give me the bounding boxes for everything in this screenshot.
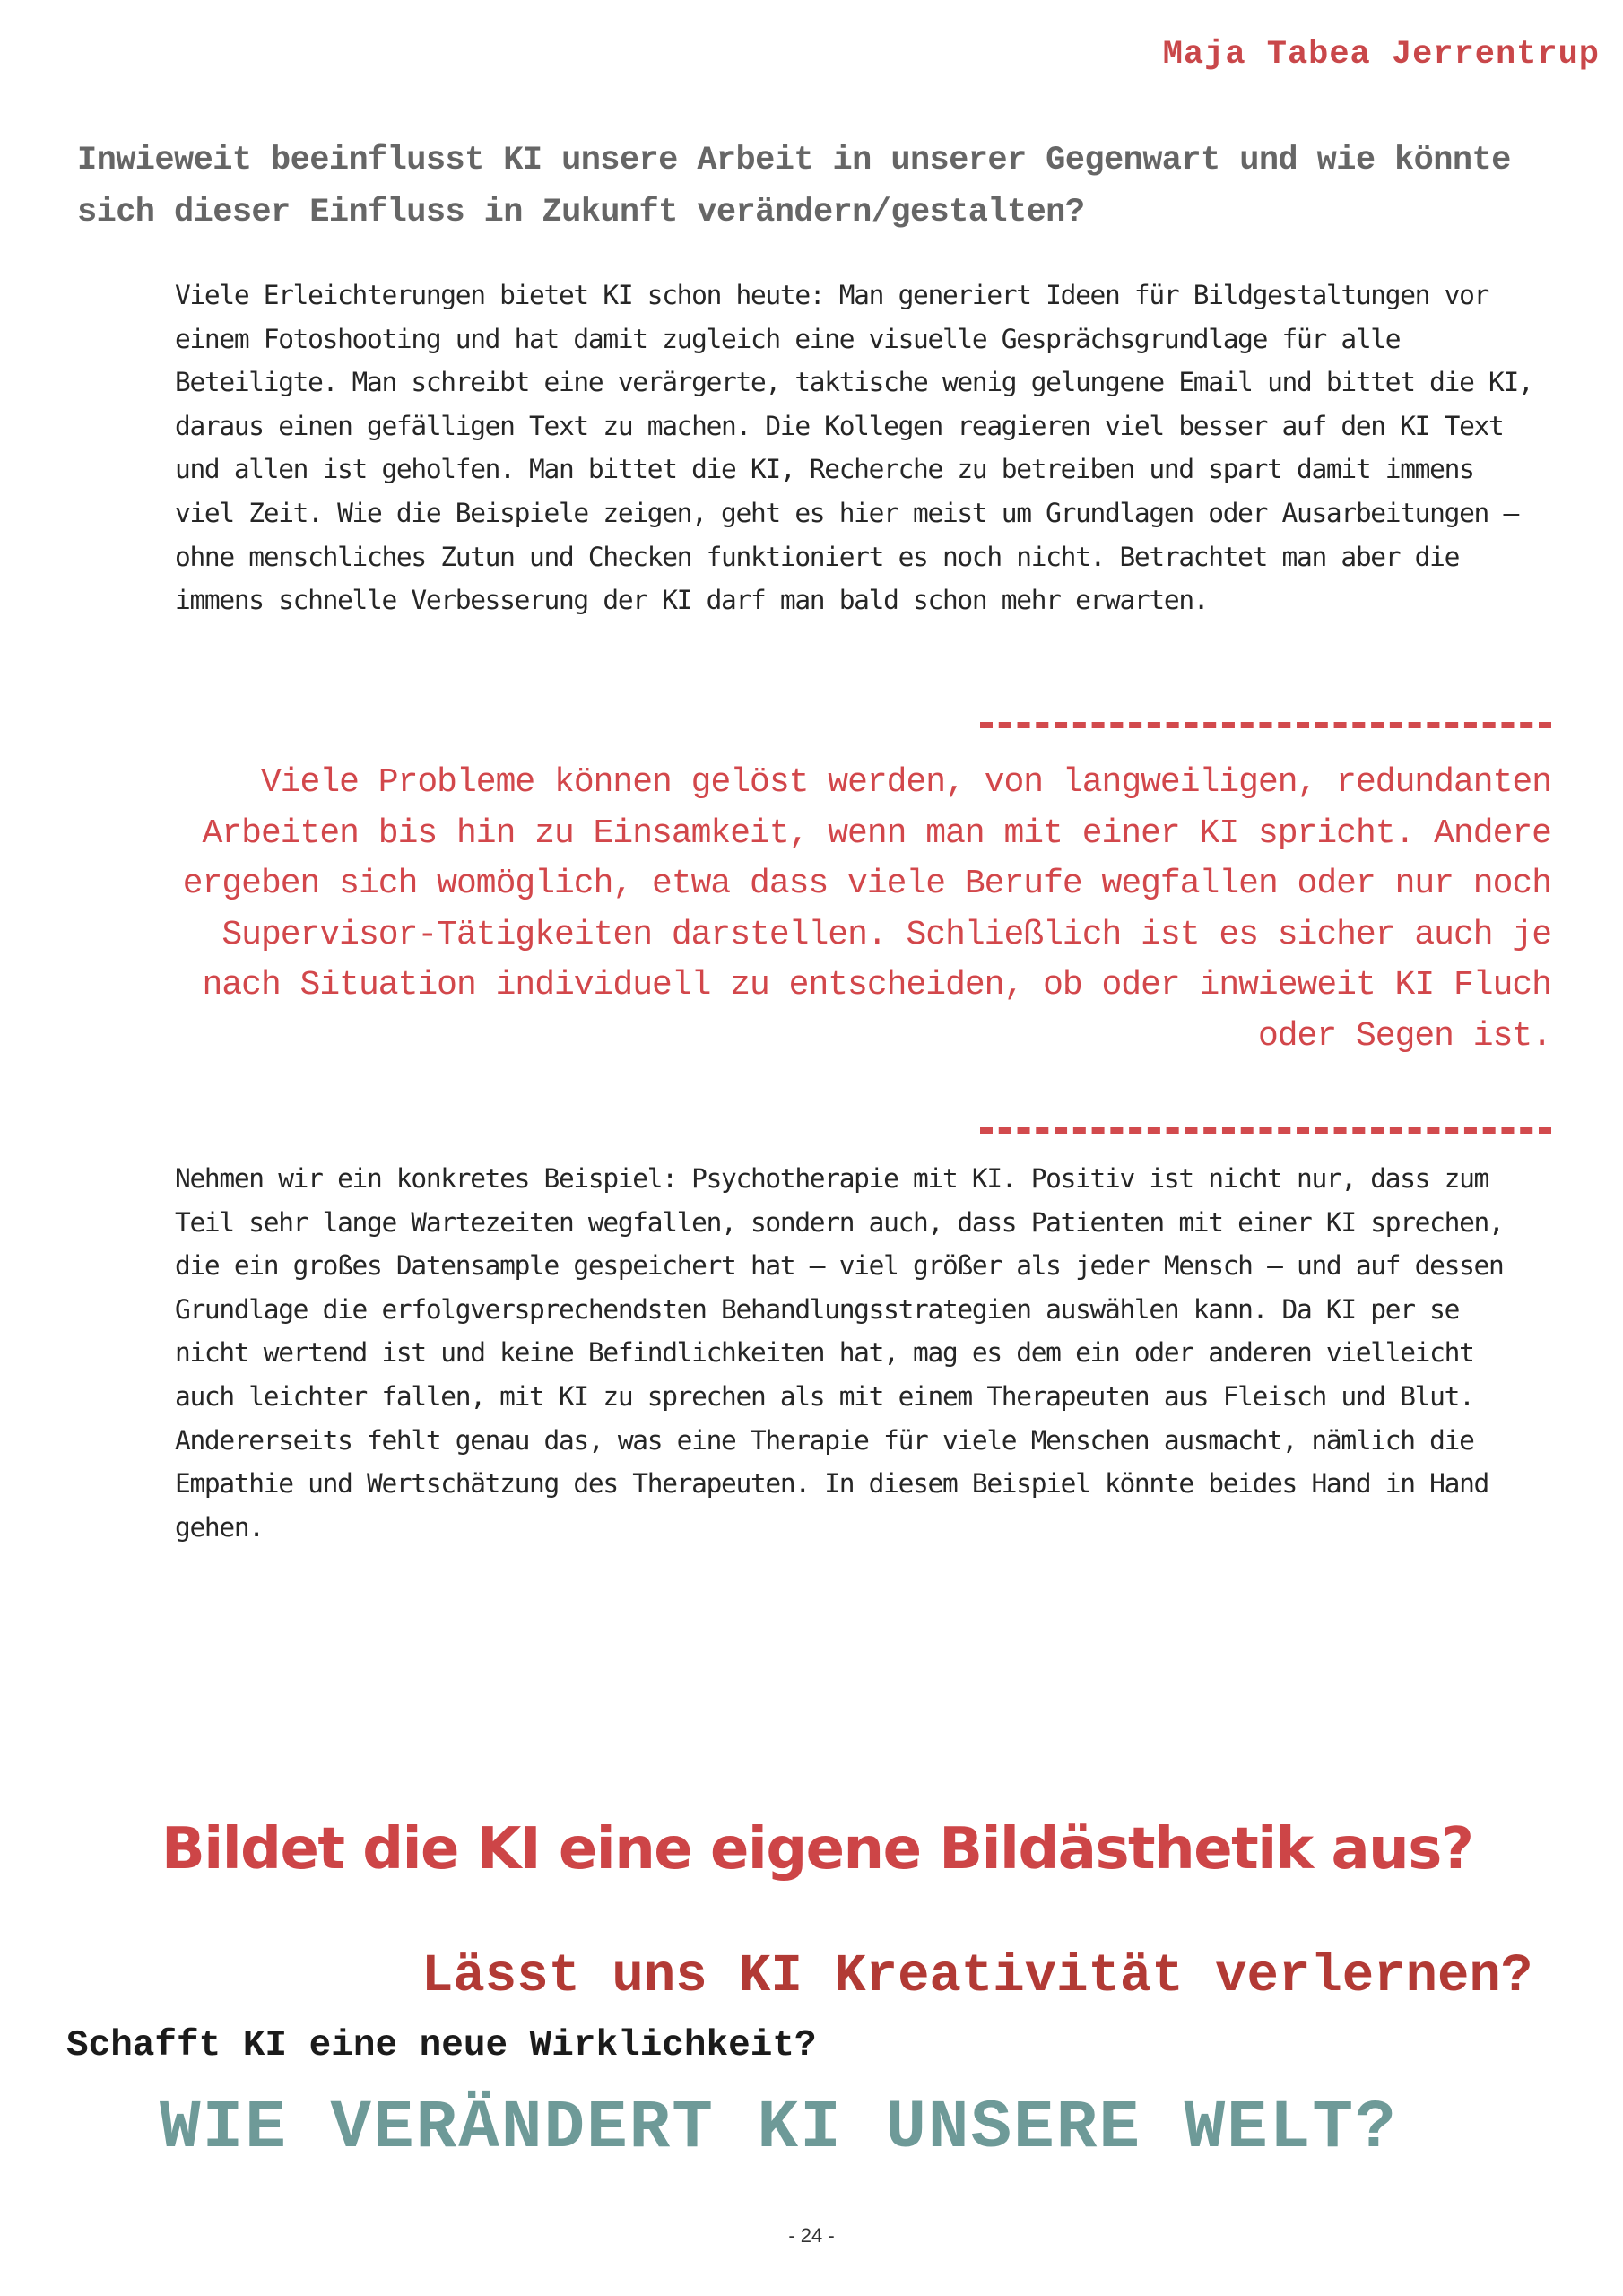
- question-image-aesthetics: Bildet die KI eine eigene Bildästhetik aus?: [161, 1816, 1473, 1883]
- body-paragraph-2: Nehmen wir ein konkretes Beispiel: Psychotherapie mit KI. Positiv ist nicht nur, dass zum Teil sehr lange Wartezeiten wegfallen, sondern auch, dass Patienten mit einer KI sprechen, die ein großes Datensample gespeichert hat – viel größer als jeder Mensch – und auf dessen Grundlage die erfolgversprechendsten Behandlungsstrategien auswählen kann. Da KI per se nicht wertend ist und keine Befindlichkeiten hat, mag es dem ein oder anderen vielleicht auch leichter fallen, mit KI zu sprechen als mit einem Therapeuten aus Fleisch und Blut. Andererseits fehlt genau das, was eine Therapie für viele Menschen ausmacht, nämlich die Empathie und Wertschätzung des Therapeuten. In diesem Beispiel könnte beides Hand in Hand gehen.: [175, 1163, 1504, 1543]
- section-heading: Inwieweit beeinflusst KI unsere Arbeit in unserer Gegenwart und wie könnte sich dieser Einfluss in Zukunft verändern/gestalten?: [77, 142, 1511, 231]
- pull-quote: Viele Probleme können gelöst werden, von langweiligen, redundanten Arbeiten bis hin zu Einsamkeit, wenn man mit einer KI spricht. Andere ergeben sich womöglich, etwa dass viele Berufe wegfallen oder nur noch Supervisor-Tätigkeiten darstellen. Schließlich ist es sicher auch je nach Situation individuell zu entscheiden, ob oder inwieweit KI Fluch oder Segen ist.: [182, 763, 1551, 1056]
- body-paragraph-1: Viele Erleichterungen bietet KI schon heute: Man generiert Ideen für Bildgestaltungen vor einem Fotoshooting und hat damit zugleich eine visuelle Gesprächsgrundlage für alle Beteiligte. Man schreibt eine verärgerte, taktische wenig gelungene Email und bittet die KI, daraus einen gefälligen Text zu machen. Die Kollegen reagieren viel besser auf den KI Text und allen ist geholfen. Man bittet die KI, Recherche zu betreiben und spart damit immens viel Zeit. Wie die Beispiele zeigen, geht es hier meist um Grundlagen oder Ausarbeitungen – ohne menschliches Zutun und Checken funktioniert es noch nicht. Betrachtet man aber die immens schnelle Verbesserung der KI darf man bald schon mehr erwarten.: [175, 280, 1533, 616]
- question-creativity: Lässt uns KI Kreativität verlernen?: [421, 1946, 1533, 2006]
- dashed-divider-top: [980, 722, 1551, 728]
- author-name: Maja Tabea Jerrentrup: [1162, 36, 1600, 74]
- question-world: WIE VERÄNDERT KI UNSERE WELT?: [160, 2090, 1398, 2167]
- dashed-divider-bottom: [980, 1127, 1551, 1134]
- question-reality: Schafft KI eine neue Wirklichkeit?: [66, 2025, 817, 2066]
- page-number: - 24 -: [788, 2224, 835, 2247]
